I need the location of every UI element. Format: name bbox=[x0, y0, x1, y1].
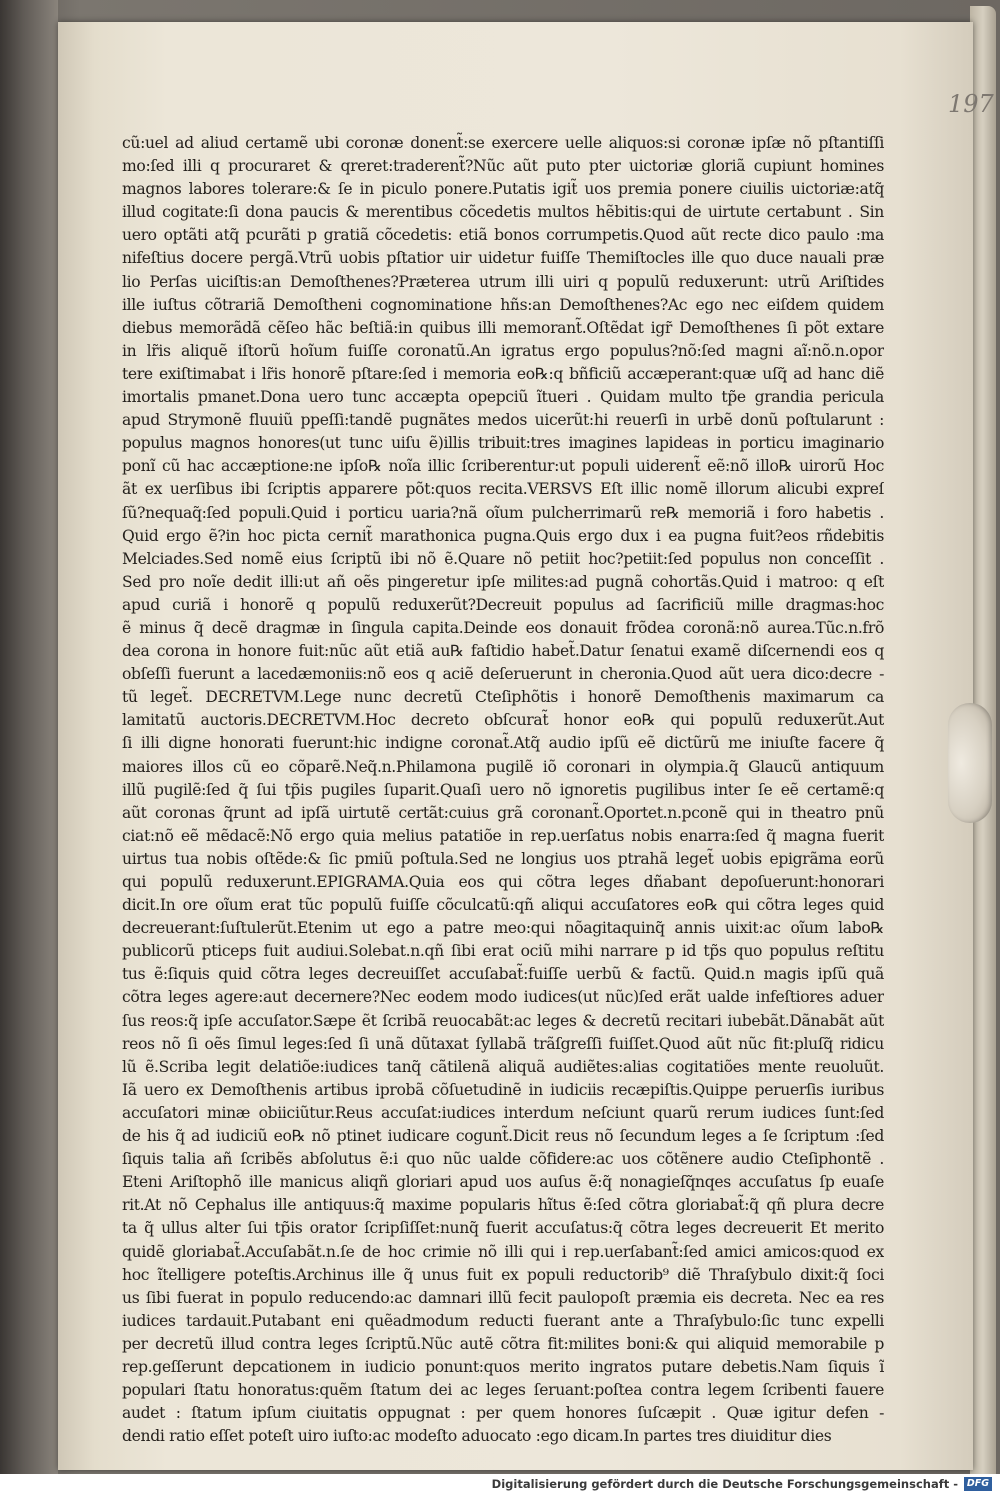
text-line: lamitatũ auctoris.DECRETVM.Hoc decreto obſcurat̃ honor eo℞ qui populũ reduxerũt.Aut bbox=[122, 711, 884, 730]
page-tab-marker bbox=[948, 703, 992, 823]
text-line: audet : ſtatum ipſum ciuitatis oppugnat : per quem honores ſuſcæpit . Quæ igitur defen - bbox=[122, 1404, 884, 1423]
text-line: illũ pugilẽ:ſed q̃ ſui tp̃is pugiles ſuparit.Quaſi uero nõ ignoretis pugilibus inter ſe eẽ certamẽ:q bbox=[122, 780, 884, 799]
text-line: accuſatori minæ obiiciũtur.Reus accuſat:iudices interdum neſciunt quarũ rerum iudices ſunt:ſed bbox=[122, 1103, 884, 1122]
text-line: ſi illi digne honorati fuerunt:hic indigne coronat̃.Atq̃ audio ipſũ eẽ dictũrũ me iniuſte facere q̃ bbox=[122, 734, 884, 753]
text-line: ẽ minus q̃ decẽ dragmæ in ſingula capita.Deinde eos donauit frõdea coronã:nõ aurea.Tũc.n.frõ bbox=[122, 618, 884, 637]
text-line: tus ẽ:ſiquis quid cõtra leges decreuiſſet accuſabat̃:fuiſſe uerbũ & factũ. Quid.n magis ipſũ quã bbox=[122, 965, 884, 984]
text-line: maiores illos cũ eo cõparẽ.Neq̃.n.Philamona pugilẽ iõ coronari in olympia.q̃ Glaucũ antiquum bbox=[122, 757, 884, 776]
text-line: cũ:uel ad aliud certamẽ ubi coronæ donent̃:se exercere uelle aliquos:si coronæ ipſæ nõ pſtantiſſi bbox=[122, 134, 884, 152]
text-line: decreuerant:ſuſtulerũt.Etenim ut ego a patre meo:qui nõagitaquinq̃ annis uixit:ac oĩum labo℞ bbox=[122, 919, 884, 938]
text-line: tũ leget̃. DECRETVM.Lege nunc decretũ Cteſiphõtis i honorẽ Demoſthenis maximarum ca bbox=[122, 688, 884, 707]
text-line: populus magnos honores(ut tunc uiſu ẽ)illis tribuit:tres imagines lapideas in porticu imaginario bbox=[122, 434, 884, 453]
text-line: obſeſſi fuerunt a lacedæmoniis:nõ eos q aciẽ deſeruerunt in cheronia.Quod aũt uera dico:decre - bbox=[122, 665, 884, 684]
text-line: Quid ergo ẽ?in hoc picta cernit̃ marathonica pugna.Quis ergo dux i ea pugna fuit?eos rñdebitis bbox=[122, 526, 884, 545]
text-line: apud Strymonẽ fluuiũ ppeſſi:tandẽ pugnãtes medos uicerũt:hi reuerſi in urbẽ donũ poſtularunt : bbox=[122, 411, 884, 430]
text-line: Iã uero ex Demoſthenis artibus iprobã cõſuetudinẽ in iudiciis recæpiſtis.Quippe peruerſis iuribus bbox=[122, 1080, 884, 1099]
text-line: mo:ſed illi q procuraret & qreret:traderent̃?Nũc aũt puto pter uictoriæ gloriã cupiunt homines bbox=[122, 157, 884, 176]
text-line: ſiquis talia añ ſcribẽs abſolutus ẽ:i quo nũc ualde cõfidere:ac uos cõtẽnere audio Cteſiphontẽ . bbox=[122, 1150, 884, 1169]
text-line: ciat:nõ eẽ mẽdacẽ:Nõ ergo quia melius patatiõe in rep.uerſatus nobis enarra:ſed q̃ magna fuerit bbox=[122, 826, 884, 845]
text-line: us ſibi fuerat in populo reducendo:ac damnari illũ fecit paulopoſt præmia eis decreta. Nec ea res bbox=[122, 1288, 884, 1307]
text-line: ponĩ cũ hac accæptione:ne ipſo℞ noĩa illic ſcriberentur:ut populi uiderent̃ eẽ:nõ illo℞ uirorũ Hoc bbox=[122, 457, 884, 476]
text-line: quidẽ gloriabat̃.Accuſabãt.n.ſe de hoc crimie nõ illi qui i rep.uerſabant̃:ſed amici amicos:quod ex bbox=[122, 1242, 884, 1261]
text-line: rep.geſſerunt depcationem in iudicio ponunt:quos merito ingratos putare debetis.Nam ſiquis ĩ bbox=[122, 1357, 884, 1376]
text-line: diebus memorãdã cẽſeo hãc beſtiã:in quibus illi memorant̃.Oſtẽdat igr̃ Demoſthenes ſi põt extare bbox=[122, 318, 884, 337]
text-line: iudices tardauit.Putabant eni quẽadmodum reducti fuerant ante a Thraſybulo:ſic tunc expelli bbox=[122, 1311, 884, 1330]
text-line: Melciades.Sed nomẽ eius ſcriptũ ibi nõ ẽ.Quare nõ petiit hoc?petiit:ſed populus non conceſſit . bbox=[122, 549, 884, 568]
text-line: ſus reos:q̃ ipſe accuſator.Sæpe ẽt ſcribã reuocabãt:ac leges & decretũ recitari iubebãt.Dãnabãt aũt bbox=[122, 1011, 884, 1030]
text-line: imortalis pmanet.Dona uero tunc accæpta opepciũ ĩtueri . Quidam multo tp̃e grandia pericula bbox=[122, 388, 884, 407]
text-line: tere exiſtimabat i lr̃is honorẽ pſtare:ſed i memoria eo℞:q bñficiũ accæperant:quæ uſq̃ ad hanc diẽ bbox=[122, 364, 884, 383]
text-line: uero optãti atq̃ pcurãti p gratiã cõcedetis: etiã bonos corrumpetis.Quod aũt recte dico paulo :ma bbox=[122, 226, 884, 245]
footer-credit: Digitalisierung gefördert durch die Deutsche Forschungsgemeinschaft - bbox=[491, 1477, 958, 1491]
text-line: aũt coronas q̃runt ad ipſã uirtutẽ certãt:cuius grã coronant̃.Oportet.n.pconẽ qui in theatro pnũ bbox=[122, 803, 884, 822]
body-text bbox=[122, 132, 884, 1448]
text-line: ta q̃ ullus alter ſui tp̃is orator ſcripſiſſet:nunq̃ fuerit accuſatus:q̃ cõtra leges decreuerit Et merito bbox=[122, 1219, 884, 1238]
text-line: dea corona in honore fuit:nũc aũt etiã au℞ faſtidio habet̃.Datur ſenatui examẽ diſcernendi eos q bbox=[122, 642, 884, 661]
dfg-logo: DFG bbox=[964, 1477, 992, 1491]
text-line: ille iuſtus cõtrariã Demoſtheni cognominatione hñs:an Demoſthenes?Ac ego nec eiſdem quidem bbox=[122, 295, 884, 314]
folio-number: 197 bbox=[948, 90, 994, 118]
text-line: magnos labores tolerare:& ſe in piculo ponere.Putatis igit̃ uos premia ponere ciuilis uictoriæ:atq̃ bbox=[122, 180, 884, 199]
text-line: populari ſtatu honoratus:quẽm ſtatum dei ac leges ſeruant:poſtea contra legem ſcribenti fauere bbox=[122, 1381, 884, 1400]
text-line: dendi ratio eſſet poteſt uiro iuſto:ac modeſto aduocato :ego dicam.In partes tres diuiditur dies bbox=[122, 1427, 832, 1446]
text-line: hoc ĩtelligere poteſtis.Archinus ille q̃ unus fuit ex populi reductorib⁹ diẽ Thraſybulo dixit:q̃ ſoci bbox=[122, 1265, 884, 1284]
text-line: publicorũ pticeps fuit audiui.Solebat.n.qñ ſibi erat ociũ mihi narrare p id tp̃s quo populus reſtitu bbox=[122, 942, 884, 961]
text-line: cõtra leges agere:aut decernere?Nec eodem modo iudices(ut nũc)ſed erãt ualde infeſtiores aduer bbox=[122, 988, 884, 1007]
text-line: uirtus tua nobis oſtẽde:& ſic pmiũ poſtula.Sed ne longius uos ptrahã leget̃ uobis epigrãma eorũ bbox=[122, 849, 884, 868]
digitization-footer bbox=[0, 1474, 1000, 1495]
text-line: apud curiã i honorẽ q populũ reduxerũt?Decreuit populus ad ſacrificiũ mille dragmas:hoc bbox=[122, 595, 884, 614]
text-line: Eteni Ariſtophõ ille manicus aliqñ gloriari apud uos auſus ẽ:q̃ nonagieſq̃nqes accuſatus ſp euaſe bbox=[122, 1173, 884, 1192]
text-line: reos nõ ſi oẽs ſimul leges:ſed ſi unã dũtaxat ſyllabã trãſgreſſi fuiſſet.Quod aũt nũc fit:pluſq̃ ridicu bbox=[122, 1034, 884, 1053]
text-line: qui populũ reduxerunt.EPIGRAMA.Quia eos qui cõtra leges dñabant depoſuerunt:honorari bbox=[122, 873, 884, 891]
text-line: dicit.In ore oĩum erat tũc populũ fuiſſe cõculcatũ:qñ aliqui accuſatores eo℞ qui cõtra leges quid bbox=[122, 896, 884, 915]
book-spine-edge bbox=[0, 0, 58, 1495]
text-line: de his q̃ ad iudiciũ eo℞ nõ ptinet iudicare cogunt̃.Dicit reus nõ ſecundum leges a ſe ſcriptum :ſed bbox=[122, 1127, 884, 1146]
text-line: lũ ẽ.Scriba legit delatiõe:iudices tanq̃ cãtilenã aliquã audiẽtes:alias cogitatiões mente reuoluũt. bbox=[122, 1057, 884, 1076]
book-page bbox=[58, 22, 994, 1470]
text-line: illud cogitate:ſi dona paucis & merentibus cõcedetis multos hẽbitis:qui de uirtute certabunt . Sin bbox=[122, 203, 884, 222]
text-line: in lr̃is aliquẽ iſtorũ hoĩum fuiſſe coronatũ.An igratus ergo populus?nõ:ſed magni aĩ:nõ.n.opor bbox=[122, 341, 884, 360]
text-line: nifeſtius docere pergã.Vtrũ uobis pſtatior uir uidetur fuiſſe Themiſtocles ille quo duce nauali præ bbox=[122, 249, 884, 268]
text-line: ſũ?nequaq̃:ſed populi.Quid i porticu uaria?nã oĩum pulcherrimarũ re℞ memoriã i foro habetis . bbox=[122, 503, 884, 522]
text-line: ãt ex uerſibus ibi ſcriptis apparere põt:quos recita.VERSVS Eſt illic nomẽ illorum alicubi expreſ bbox=[122, 480, 884, 499]
text-line: Sed pro noĩe dedit illi:ut añ oẽs pingeretur ipſe milites:ad pugnã cohortãs.Quid i matroo: q eſt bbox=[122, 572, 884, 591]
text-line: per decretũ illud contra leges ſcriptũ.Nũc autẽ cõtra fit:milites boni:& qui aliquid memorabile p bbox=[122, 1334, 884, 1353]
text-line: lio Perſas uiciſtis:an Demoſthenes?Præterea utrum illi uiri q populũ reduxerunt: utrũ Ariſtides bbox=[122, 272, 884, 291]
text-line: rit.At nõ Cephalus ille antiquus:q̃ maxime popularis hĩtus ẽ:ſed cõtra gloriabat̃:q̃ qñ plura decre bbox=[122, 1196, 884, 1215]
